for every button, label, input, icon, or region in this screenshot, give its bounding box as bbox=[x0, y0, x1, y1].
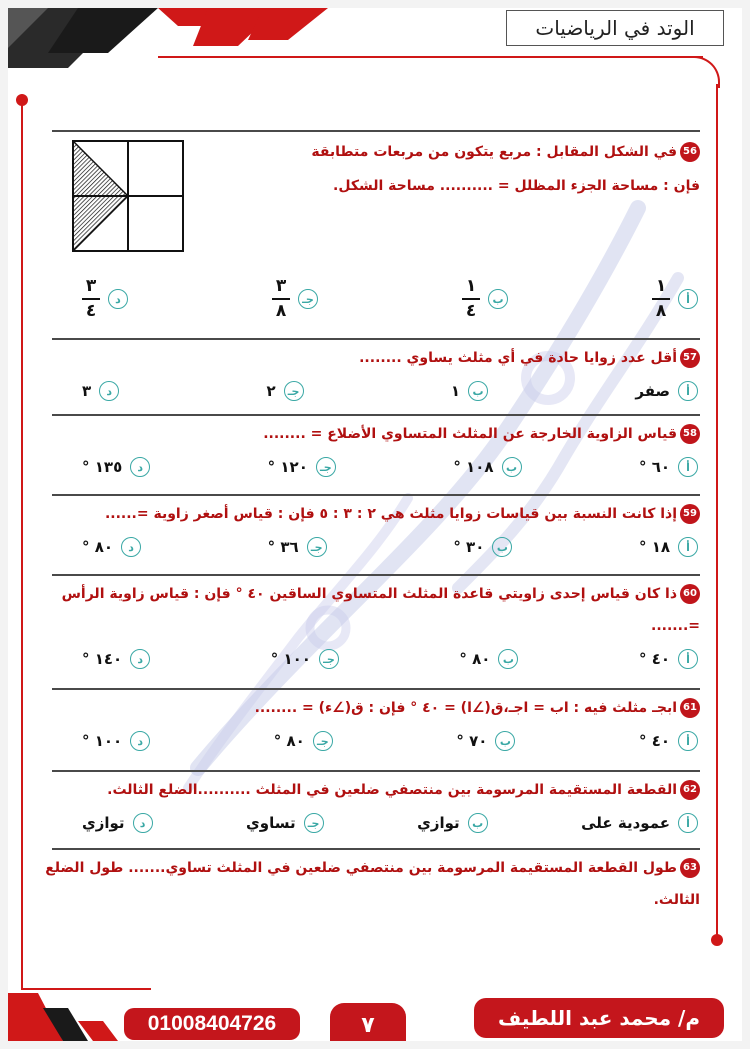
question-line: طول القطعة المستقيمة المرسومة بين منتصفي ضلعين في المثلث تساوي....... طول الضلع bbox=[45, 860, 677, 876]
option-badge: ب bbox=[502, 457, 522, 477]
numerator: ٣ bbox=[275, 276, 287, 296]
option-text: ١٢٠ ° bbox=[267, 458, 308, 476]
answer-options bbox=[52, 528, 700, 566]
option-badge: د bbox=[121, 537, 141, 557]
option-d[interactable] bbox=[82, 278, 128, 320]
frame-line bbox=[158, 56, 703, 58]
numerator: ٣ bbox=[85, 276, 97, 296]
footer-phone: 01008404726 bbox=[124, 1008, 300, 1040]
option-text: ٣٦ ° bbox=[267, 538, 299, 556]
question-59 bbox=[52, 496, 700, 574]
option-text: صفر bbox=[635, 382, 670, 400]
option-b[interactable] bbox=[462, 278, 508, 320]
option-c[interactable] bbox=[268, 537, 327, 557]
option-c[interactable] bbox=[272, 278, 318, 320]
fraction bbox=[272, 278, 290, 320]
question-63 bbox=[45, 850, 700, 922]
option-c[interactable] bbox=[246, 813, 324, 833]
answer-options bbox=[52, 640, 700, 678]
option-text: ٧٠ ° bbox=[456, 732, 488, 750]
option-d[interactable] bbox=[82, 813, 153, 833]
question-61 bbox=[52, 690, 700, 770]
question-60 bbox=[52, 576, 700, 688]
footer-author: م/ محمد عبد اللطيف bbox=[474, 998, 724, 1038]
worksheet-page bbox=[8, 8, 742, 1041]
option-badge: جـ bbox=[304, 813, 324, 833]
option-badge: د bbox=[130, 649, 150, 669]
fraction bbox=[652, 278, 670, 320]
option-text: عمودية على bbox=[581, 814, 670, 832]
option-d[interactable] bbox=[82, 649, 150, 669]
question-line: القطعة المستقيمة المرسومة بين منتصفي ضلعين في المثلث ..........الضلع الثالث. bbox=[107, 782, 677, 798]
frame-dot bbox=[16, 94, 28, 106]
option-text: ١٣٥ ° bbox=[82, 458, 123, 476]
question-57 bbox=[52, 340, 700, 414]
option-badge: أ bbox=[678, 649, 698, 669]
option-text: ١٠٠ ° bbox=[82, 732, 123, 750]
option-b[interactable] bbox=[459, 649, 518, 669]
option-a[interactable] bbox=[639, 537, 698, 557]
worksheet-title: الوتد في الرياضيات bbox=[506, 10, 724, 46]
square-grid-figure bbox=[72, 140, 184, 252]
question-number: 60 bbox=[680, 584, 700, 604]
option-a[interactable] bbox=[639, 731, 698, 751]
option-badge: جـ bbox=[298, 289, 318, 309]
question-line: فإن : مساحة الجزء المظلل = .......... مساحة الشكل. bbox=[333, 178, 700, 194]
option-text: توازي bbox=[82, 814, 125, 832]
option-b[interactable] bbox=[453, 457, 521, 477]
option-text: ٤٠ ° bbox=[638, 650, 670, 668]
question-number: 62 bbox=[680, 780, 700, 800]
question-text bbox=[52, 690, 700, 722]
option-badge: جـ bbox=[313, 731, 333, 751]
option-text: ٤٠ ° bbox=[638, 732, 670, 750]
question-number: 56 bbox=[680, 142, 700, 162]
header-decoration bbox=[8, 8, 338, 68]
question-text bbox=[52, 772, 700, 804]
question-number: 58 bbox=[680, 424, 700, 444]
option-text: ٨٠ ° bbox=[82, 538, 114, 556]
numerator: ١ bbox=[465, 276, 477, 296]
option-c[interactable] bbox=[268, 457, 336, 477]
option-badge: أ bbox=[678, 731, 698, 751]
option-b[interactable] bbox=[417, 813, 488, 833]
option-badge: أ bbox=[678, 457, 698, 477]
option-text: ٦٠ ° bbox=[638, 458, 670, 476]
option-badge: أ bbox=[678, 289, 698, 309]
option-badge: أ bbox=[678, 537, 698, 557]
option-a[interactable] bbox=[639, 649, 698, 669]
page-number: ٧ bbox=[330, 1003, 406, 1041]
frame-dot bbox=[711, 934, 723, 946]
option-badge: د bbox=[133, 813, 153, 833]
question-text bbox=[52, 340, 700, 372]
question-56 bbox=[52, 132, 700, 338]
option-badge: د bbox=[99, 381, 119, 401]
question-58 bbox=[52, 416, 700, 494]
option-badge: د bbox=[130, 731, 150, 751]
denominator: ٤ bbox=[85, 301, 97, 321]
denominator: ٤ bbox=[465, 301, 477, 321]
frame-line bbox=[21, 100, 23, 988]
option-text: ١٠٨ ° bbox=[453, 458, 494, 476]
question-line: ابجـ مثلث فيه : اب = اجـ،ق(∠ا) = ٤٠ ° فإن : ق(∠ء) = ........ bbox=[254, 700, 677, 716]
option-d[interactable] bbox=[82, 537, 141, 557]
question-number: 57 bbox=[680, 348, 700, 368]
option-badge: ب bbox=[498, 649, 518, 669]
denominator: ٨ bbox=[275, 301, 287, 321]
question-line: =....... bbox=[651, 618, 700, 634]
question-text bbox=[52, 886, 700, 914]
fraction bbox=[82, 278, 100, 320]
answer-options bbox=[52, 804, 700, 842]
question-text bbox=[52, 576, 700, 608]
option-badge: أ bbox=[678, 381, 698, 401]
option-badge: جـ bbox=[307, 537, 327, 557]
option-text: توازي bbox=[417, 814, 460, 832]
option-c[interactable] bbox=[266, 381, 303, 401]
question-text bbox=[52, 416, 700, 448]
fraction bbox=[462, 278, 480, 320]
question-number: 63 bbox=[680, 858, 700, 878]
frame-line bbox=[716, 84, 718, 940]
option-b[interactable] bbox=[451, 381, 488, 401]
numerator: ١ bbox=[655, 276, 667, 296]
option-badge: ب bbox=[495, 731, 515, 751]
option-a[interactable] bbox=[639, 457, 698, 477]
questions-area bbox=[45, 130, 700, 922]
option-text: ١٨ ° bbox=[638, 538, 670, 556]
option-text: ٣ bbox=[82, 382, 92, 400]
answer-options bbox=[52, 372, 700, 410]
option-c[interactable] bbox=[271, 649, 339, 669]
option-a[interactable] bbox=[635, 381, 698, 401]
option-d[interactable] bbox=[82, 381, 119, 401]
question-62 bbox=[52, 772, 700, 848]
option-text: تساوي bbox=[246, 814, 296, 832]
option-text: ١٠٠ ° bbox=[270, 650, 311, 668]
option-badge: جـ bbox=[284, 381, 304, 401]
question-line: أقل عدد زوايا حادة في أي مثلث يساوي ........ bbox=[359, 350, 677, 366]
option-a[interactable] bbox=[652, 278, 698, 320]
answer-options bbox=[52, 722, 700, 760]
option-badge: أ bbox=[678, 813, 698, 833]
question-text bbox=[52, 612, 700, 640]
question-number: 59 bbox=[680, 504, 700, 524]
question-line: في الشكل المقابل : مربع يتكون من مربعات متطابقة bbox=[311, 144, 677, 160]
option-d[interactable] bbox=[82, 457, 150, 477]
question-text bbox=[52, 496, 700, 528]
option-badge: د bbox=[108, 289, 128, 309]
option-text: ١٤٠ ° bbox=[82, 650, 123, 668]
option-b[interactable] bbox=[453, 537, 512, 557]
option-badge: ب bbox=[492, 537, 512, 557]
option-d[interactable] bbox=[82, 731, 150, 751]
denominator: ٨ bbox=[655, 301, 667, 321]
option-text: ٨٠ ° bbox=[459, 650, 491, 668]
question-line: إذا كانت النسبة بين قياسات زوايا مثلث هي ٢ : ٣ : ٥ فإن : قياس أصغر زاوية =...... bbox=[104, 506, 677, 522]
option-text: ١ bbox=[450, 382, 461, 400]
answer-options bbox=[52, 448, 700, 486]
option-badge: ب bbox=[468, 381, 488, 401]
question-text bbox=[45, 850, 700, 882]
option-badge: جـ bbox=[319, 649, 339, 669]
option-badge: جـ bbox=[316, 457, 336, 477]
footer-decoration bbox=[8, 983, 128, 1041]
option-text: ٣٠ ° bbox=[453, 538, 485, 556]
question-line: الثالث. bbox=[653, 892, 700, 908]
question-number: 61 bbox=[680, 698, 700, 718]
option-badge: ب bbox=[468, 813, 488, 833]
option-text: ٢ bbox=[266, 382, 276, 400]
option-badge: د bbox=[130, 457, 150, 477]
option-a[interactable] bbox=[581, 813, 698, 833]
option-text: ٨٠ ° bbox=[273, 732, 305, 750]
option-c[interactable] bbox=[274, 731, 333, 751]
answer-options bbox=[52, 274, 700, 324]
option-b[interactable] bbox=[456, 731, 515, 751]
question-line: قياس الزاوية الخارجة عن المثلث المتساوي الأضلاع = ........ bbox=[263, 426, 677, 442]
option-badge: ب bbox=[488, 289, 508, 309]
question-line: ذا كان قياس إحدى زاويتي قاعدة المثلث المتساوي الساقين ٤٠ ° فإن : قياس زاوية الرأس bbox=[61, 586, 677, 602]
